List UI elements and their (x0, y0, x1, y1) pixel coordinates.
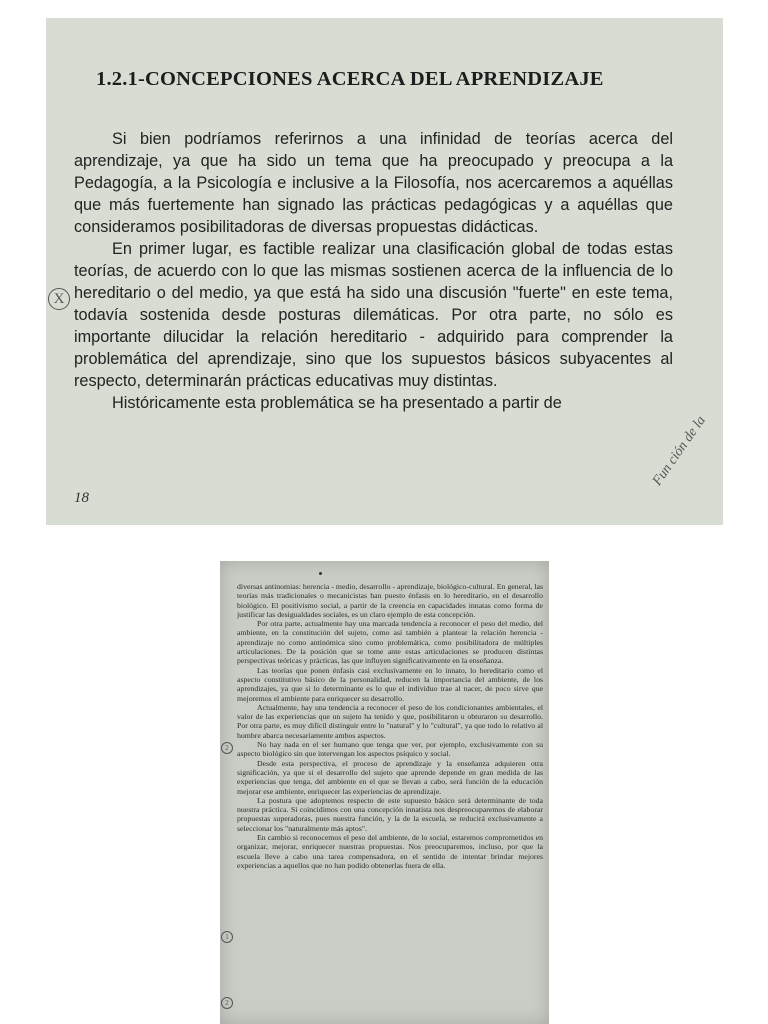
handwritten-note: Fun ción de la (650, 413, 709, 489)
paragraph: En primer lugar, es factible realizar una clasificación global de todas estas teorías, de acuerdo con lo que las mismas sostienen acerca de la influencia de lo hereditario o del medio, ya que está ha sido una discusión "fuerte" en este tema, todavía sostenida desde posturas dilemáticas. Por otra parte, no sólo es importante dilucidar la relación hereditario - adquirido para comprender la problemática del aprendizaje, sino que los supuestos básicos subyacentes al respecto, determinarán prácticas educativas muy distintas. (74, 240, 673, 390)
bottom-page-body (237, 582, 543, 870)
paragraph: Si bien podríamos referirnos a una infinidad de teorías acerca del aprendizaje, ya que ha sido un tema que ha preocupado y preocupa a la Pedagogía, a la Psicología e inclusive a la Filosofía, nos acercaremos a aquéllas que más fuertemente han signado las prácticas pedagógicas y a aquéllas que consideramos posibilitadoras de diversas propuestas didácticas. (74, 130, 673, 236)
margin-mark: X (48, 288, 70, 310)
paragraph: Las teorías que ponen énfasis casi exclusivamente en lo innato, lo hereditario como el aspecto constitutivo básico de la personalidad, reducen la importancia del ambiente, de los aprendizajes, ya que si lo determinante es lo que el individuo trae al nacer, de poco sirve que mejoremos el ambiente para enriquecer su desarrollo. (237, 665, 543, 703)
paragraph: diversas antinomias: herencia - medio, desarrollo - aprendizaje, biológico-cultural. En general, las teorías más tradicionales o mecanicistas han puesto énfasis en lo hereditario, en el desarrollo biológico. El positivismo social, a partir de la creencia en capacidades innatas como forma de justificar las desigualdades sociales, es un claro ejemplo de esta concepción. (237, 582, 543, 619)
paragraph: Actualmente, hay una tendencia a reconocer el peso de los condicionantes ambientales, el valor de las experiencias que un sujeto ha tenido y que, posibilitaron u obturaron su desarrollo. Por otra parte, es muy difícil distinguir entre lo "natural" y lo "cultural", ya que todo lo relativo al hombre abarca necesariamente ambos aspectos. (237, 702, 543, 740)
page-number: 18 (74, 490, 89, 506)
top-page-body (74, 128, 673, 414)
paragraph: En cambio si reconocemos el peso del ambiente, de lo social, estaremos comprometidos en organizar, mejorar, enriquecer nuestras propuestas. Nos preocuparemos, incluso, por que la escuela lleve a cabo una tarea compensadora, en el sentido de intentar brindar mejores experiencias a aquellos que no han podido obtenerlas fuera de ella. (237, 833, 543, 870)
paragraph: Históricamente esta problemática se ha presentado a partir de (112, 394, 562, 412)
margin-mark: 2 (221, 742, 233, 754)
paragraph: La postura que adoptemos respecto de este supuesto básico será determinante de toda nuestra práctica. Si coincidimos con una concepción innatista nos despreocuparemos de elaborar propuestas superadoras, pues nuestra función, y la de la escuela, se reducirá exclusivamente a seleccionar los "naturalmente más aptos". (237, 795, 543, 833)
top-page-photo (46, 18, 723, 525)
margin-mark: 2 (221, 997, 233, 1009)
ink-dot (319, 572, 322, 575)
section-title: 1.2.1-CONCEPCIONES ACERCA DEL APRENDIZAJE (96, 68, 604, 90)
margin-mark: 1 (221, 931, 233, 943)
paragraph: Desde esta perspectiva, el proceso de aprendizaje y la enseñanza adquieren otra significación, ya que si el desarrollo del sujeto que aprende depende en gran medida de las experiencias que tenga, del ambiente en el que se llevan a cabo, será función de la educación mejorar ese ambiente, enriquecer las experiencias de aprendizaje. (237, 758, 543, 796)
paragraph: Por otra parte, actualmente hay una marcada tendencia a reconocer el peso del medio, del ambiente, en la constitución del sujeto, como así también a plantear la relación herencia - aprendizaje no como antinómica sino como problemática, como posibilitadora de múltiples articulaciones. De la posición que se tome ante estas articulaciones se producen distintas perspectivas teóricas y prácticas, las que influyen significativamente en la enseñanza. (237, 619, 543, 666)
paragraph: No hay nada en el ser humano que tenga que ver, por ejemplo, exclusivamente con su aspecto biológico sin que intervengan los aspectos psíquico y social. (237, 740, 543, 759)
bottom-page-photo (220, 561, 549, 1024)
